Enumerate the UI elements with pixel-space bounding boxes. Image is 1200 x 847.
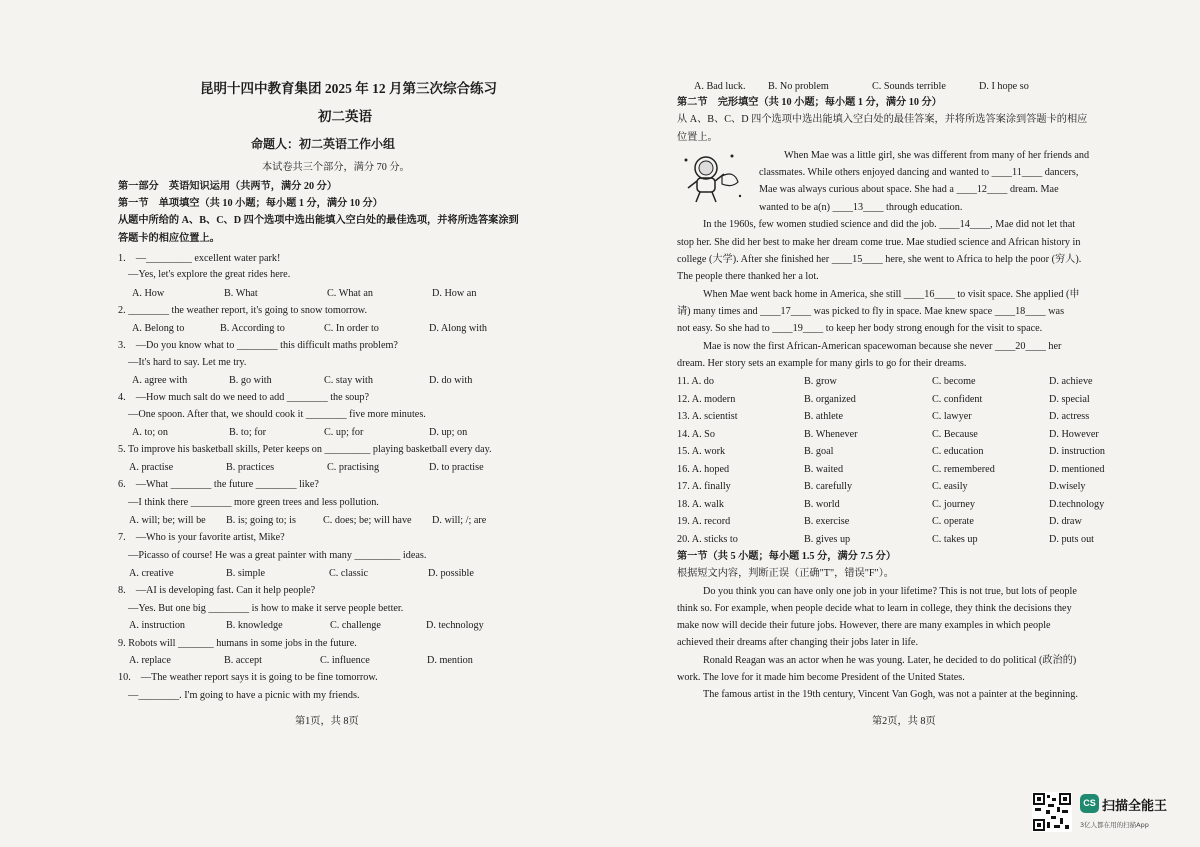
reading-line: make now will decide their future jobs. However, there are many examples in which people — [677, 620, 1051, 631]
cloze-option: D. puts out — [1049, 533, 1094, 545]
passage-line: classmates. While others enjoyed dancing and wanted to ____11____ dancers, — [759, 167, 1079, 178]
question-line: 4. —How much salt do we need to add ________ the soup? — [118, 392, 369, 403]
cloze-option: D. mentioned — [1049, 463, 1105, 475]
qr-code-icon — [1032, 792, 1072, 832]
option: D. will; /; are — [432, 515, 487, 526]
astronaut-illustration — [682, 150, 744, 206]
cloze-option: C. lawyer — [932, 411, 972, 422]
cloze-option: 11. A. do — [677, 376, 714, 387]
question-line: —One spoon. After that, we should cook it ________ five more minutes. — [118, 409, 426, 420]
cloze-option: C. journey — [932, 498, 976, 510]
question-line: 7. —Who is your favorite artist, Mike? — [118, 532, 285, 543]
cloze-option: 20. A. sticks to — [677, 533, 738, 545]
brand-tagline: 3亿人都在用的扫描App — [1080, 821, 1149, 829]
option: A. creative — [129, 568, 174, 579]
option: D. do with — [429, 375, 473, 386]
page-number: 第2页，共 8页 — [872, 716, 936, 727]
option: D. technology — [426, 620, 484, 631]
cloze-option: B. gives up — [804, 533, 851, 545]
option: D. I hope so — [979, 81, 1029, 92]
cloze-option: 13. A. scientist — [677, 411, 738, 422]
section1-instruction: 从题中所给的 A、B、C、D 四个选项中选出能填入空白处的最佳选项，并将所选答案涂到 — [118, 215, 519, 226]
option: B. is; going to; is — [226, 515, 296, 526]
cloze-option: D.wisely — [1049, 481, 1086, 492]
cloze-option: D. special — [1049, 393, 1090, 405]
option: A. Bad luck. — [694, 81, 746, 92]
cloze-option: C. become — [932, 376, 976, 387]
option: A. instruction — [129, 620, 186, 631]
cloze-option: 19. A. record — [677, 516, 731, 527]
brand-name: 扫描全能王 — [1102, 799, 1168, 814]
cloze-option: D.technology — [1049, 498, 1105, 510]
option: A. will; be; will be — [129, 515, 206, 526]
option: B. accept — [224, 655, 262, 666]
option: A. agree with — [132, 375, 188, 386]
option: D. up; on — [429, 427, 468, 438]
option: B. go with — [229, 375, 272, 386]
question-line: —Yes, let's explore the great rides here. — [118, 269, 291, 280]
option: B. simple — [226, 568, 266, 579]
cloze-option: B. athlete — [804, 411, 844, 422]
cloze-option: B. grow — [804, 376, 837, 387]
cloze-option: B. waited — [804, 463, 844, 475]
section2-instruction-cont: 位置上。 — [677, 132, 718, 143]
question-line: —I think there ________ more green trees and less pollution. — [118, 497, 379, 508]
exam-page-2 — [600, 0, 1200, 847]
cloze-option: B. carefully — [804, 481, 853, 492]
option: D. to practise — [429, 462, 484, 473]
reading-line: think so. For example, when people decide what to learn in college, they think the decisions they — [677, 603, 1072, 614]
cloze-option: 17. A. finally — [677, 481, 731, 492]
page-number: 第1页，共 8页 — [295, 716, 359, 727]
cloze-option: C. easily — [932, 481, 968, 492]
cloze-option: C. takes up — [932, 533, 978, 545]
section2-instruction: 从 A、B、C、D 四个选项中选出能填入空白处的最佳答案，并将所选答案涂到答题卡的相应 — [677, 114, 1088, 125]
part1-heading: 第一部分 英语知识运用（共两节，满分 20 分） — [118, 181, 338, 192]
reading-line: Do you think you can have only one job in your lifetime? This is not true, but lots of people — [703, 586, 1077, 597]
cloze-option: C. remembered — [932, 463, 995, 475]
exam-total-score: 本试卷共三个部分，满分 70 分。 — [262, 162, 410, 173]
option: A. practise — [129, 462, 174, 473]
option: D. mention — [427, 655, 473, 666]
option: B. to; for — [229, 427, 267, 438]
cloze-option: 15. A. work — [677, 446, 726, 457]
option: C. practising — [327, 462, 380, 473]
option: C. up; for — [324, 427, 364, 438]
question-line: —Picasso of course! He was a great painter with many _________ ideas. — [118, 550, 427, 561]
cloze-option: 18. A. walk — [677, 498, 724, 510]
cloze-option: C. confident — [932, 393, 983, 405]
option: B. knowledge — [226, 620, 283, 631]
passage-line: The people there thanked her a lot. — [677, 271, 819, 282]
cloze-option: D. achieve — [1049, 376, 1093, 387]
question-line: 5. To improve his basketball skills, Peter keeps on _________ playing basketball every day. — [118, 444, 492, 455]
cloze-option: C. operate — [932, 516, 974, 527]
option: A. Belong to — [132, 323, 185, 334]
tf-instruction: 根据短文内容，判断正误（正确"T"，错误"F"）。 — [677, 568, 894, 579]
cloze-option: C. Because — [932, 428, 978, 440]
option: C. classic — [329, 568, 369, 579]
section2-heading: 第二节 完形填空（共 10 小题；每小题 1 分，满分 10 分） — [677, 97, 942, 108]
option: D. How an — [432, 288, 477, 299]
exam-title: 昆明十四中教育集团 2025 年 12 月第三次综合练习 — [200, 81, 497, 96]
passage-line: dream. Her story sets an example for many girls to go for their dreams. — [677, 358, 967, 369]
section1-heading: 第一节 单项填空（共 10 小题；每小题 1 分，满分 10 分） — [118, 198, 383, 209]
option: B. practices — [226, 462, 275, 473]
cloze-option: B. world — [804, 498, 840, 510]
exam-subject: 初二英语 — [318, 109, 372, 124]
question-line: 8. —AI is developing fast. Can it help people? — [118, 585, 316, 596]
camscanner-logo-icon: CS — [1080, 794, 1099, 813]
option: A. replace — [129, 655, 171, 666]
cloze-option: D. instruction — [1049, 446, 1106, 457]
option: B. According to — [220, 323, 285, 334]
passage-line: Mae is now the first African-American spacewoman because she never ____20____ her — [703, 341, 1062, 352]
passage-line: When Mae was a little girl, she was different from many of her friends and — [784, 150, 1090, 161]
option: B. What — [224, 288, 258, 299]
question-line: 10. —The weather report says it is going to be fine tomorrow. — [118, 672, 378, 683]
passage-line: not easy. So she had to ____19____ to keep her body strong enough for the visit to space. — [677, 323, 1043, 334]
option: A. How — [132, 288, 165, 299]
passage-line: stop her. She did her best to make her dream come true. Mae studied science and African history in — [677, 237, 1081, 248]
option: C. In order to — [324, 323, 379, 334]
cloze-option: B. Whenever — [804, 428, 858, 440]
passage-line: In the 1960s, few women studied science and did the job. ____14____, Mae did not let that — [703, 219, 1076, 230]
option: A. to; on — [132, 427, 168, 438]
question-line: —It's hard to say. Let me try. — [118, 357, 247, 368]
option: C. challenge — [330, 620, 381, 631]
question-line: 9. Robots will _______ humans in some jobs in the future. — [118, 638, 357, 649]
option: C. does; be; will have — [323, 515, 412, 526]
option: D. Along with — [429, 323, 488, 334]
option: C. influence — [320, 655, 370, 666]
passage-line: college (大学). After she finished her ____15____ here, she went to Africa to help the poor (穷人). — [677, 254, 1082, 265]
question-line: 2. ________ the weather report, it's going to snow tomorrow. — [118, 305, 368, 316]
section1-instruction-cont: 答题卡的相应位置上。 — [118, 233, 220, 244]
question-line: 6. —What ________ the future ________ like? — [118, 479, 319, 490]
reading-line: work. The love for it made him become President of the United States. — [677, 672, 965, 683]
tf-section-heading: 第一节（共 5 小题；每小题 1.5 分，满分 7.5 分） — [677, 551, 897, 562]
reading-line: achieved their dreams after changing their jobs later in life. — [677, 637, 919, 648]
cloze-option: D. actress — [1049, 411, 1090, 422]
cloze-option: 12. A. modern — [677, 393, 736, 405]
option: D. possible — [428, 568, 474, 579]
question-line: —________. I'm going to have a picnic with my friends. — [118, 690, 360, 701]
passage-line: Mae was always curious about space. She had a ____12____ dream. Mae — [759, 184, 1059, 195]
cloze-option: B. exercise — [804, 516, 850, 527]
option: B. No problem — [768, 81, 829, 92]
passage-line: When Mae went back home in America, she still ____16____ to visit space. She applied (申 — [703, 289, 1080, 300]
option: C. Sounds terrible — [872, 81, 946, 92]
passage-line: wanted to be a(n) ____13____ through education. — [759, 202, 963, 213]
option: C. stay with — [324, 375, 373, 386]
reading-line: Ronald Reagan was an actor when he was young. Later, he decided to do political (政治的) — [703, 655, 1077, 666]
cloze-option: B. organized — [804, 393, 856, 405]
cloze-option: 14. A. So — [677, 428, 715, 440]
question-line: 3. —Do you know what to ________ this difficult maths problem? — [118, 340, 398, 351]
cloze-option: 16. A. hoped — [677, 463, 730, 475]
cloze-option: D. However — [1049, 428, 1099, 440]
question-line: —Yes. But one big ________ is how to make it serve people better. — [118, 603, 404, 614]
option: C. What an — [327, 288, 373, 299]
reading-line: The famous artist in the 19th century, Vincent Van Gogh, was not a painter at the beginning. — [703, 689, 1078, 700]
question-line: 1. —_________ excellent water park! — [118, 253, 281, 264]
cloze-option: B. goal — [804, 446, 834, 457]
cloze-option: D. draw — [1049, 516, 1082, 527]
exam-author: 命题人：初二英语工作小组 — [251, 137, 396, 151]
cloze-option: C. education — [932, 446, 984, 457]
passage-line: 请) many times and ____17____ was picked to fly in space. Mae knew space ____18____ was — [677, 306, 1065, 317]
